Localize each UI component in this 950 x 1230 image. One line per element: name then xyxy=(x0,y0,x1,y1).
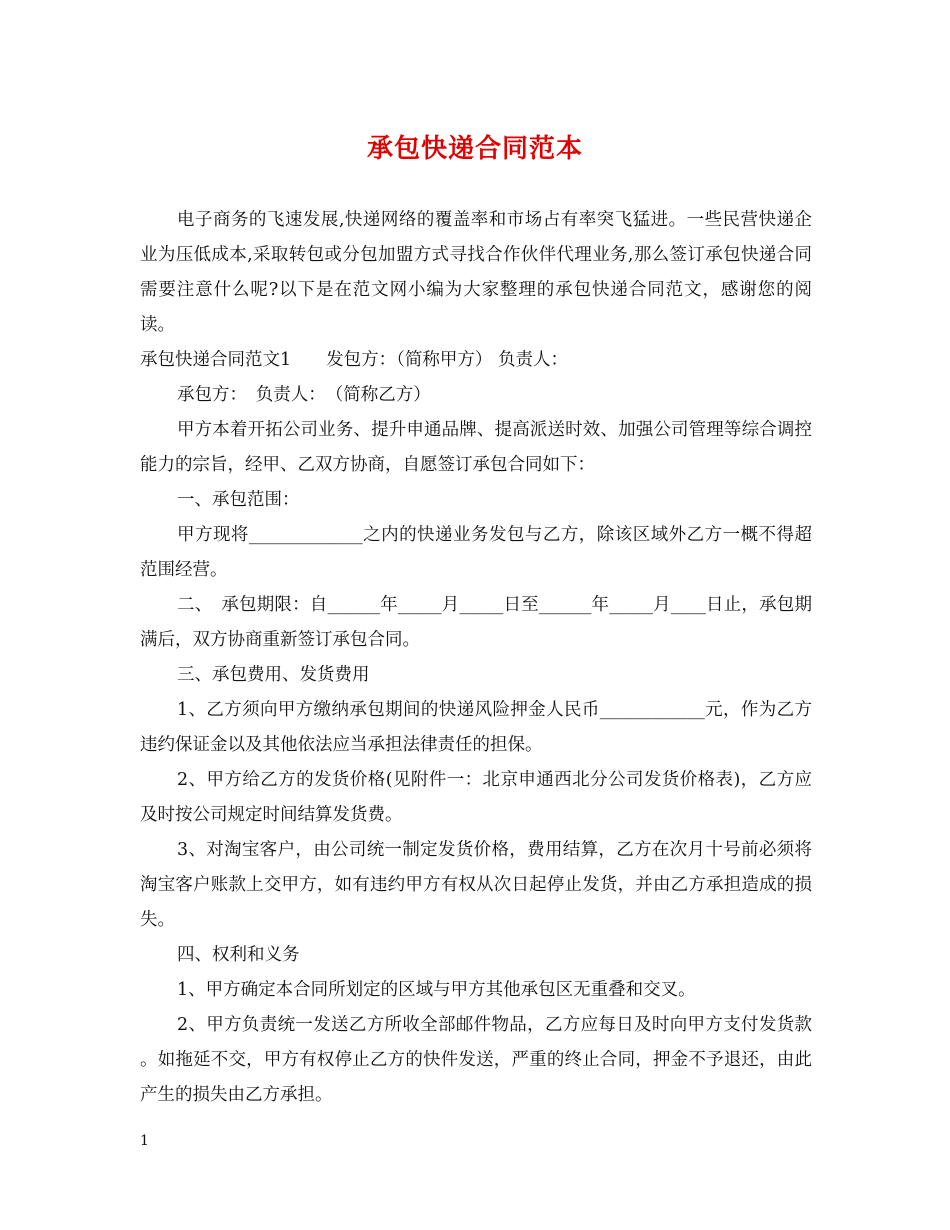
contract-heading-line: 承包快递合同范文1 发包方：（简称甲方） 负责人： xyxy=(140,350,568,370)
document-title: 承包快递合同范本 xyxy=(366,134,583,164)
section-4-title: 四、权利和义务 xyxy=(177,945,300,965)
section-1-title: 一、承包范围： xyxy=(177,490,300,510)
purpose-paragraph: 甲方本着开拓公司业务、提升申通品牌、提高派送时效、加强公司管理等综合调控能力的宗旨，经甲、乙双方协商，自愿签订承包合同如下： xyxy=(140,420,812,475)
document-body xyxy=(140,203,812,1113)
section-4-item-2: 2、甲方负责统一发送乙方所收全部邮件物品，乙方应每日及时向甲方支付发货款 。如拖延不交，甲方有权停止乙方的快件发送，严重的终止合同，押金不予退还，由此产生的损失由乙方承担。 xyxy=(140,1015,812,1105)
section-4-item-1: 1、甲方确定本合同所划定的区域与甲方其他承包区无重叠和交叉。 xyxy=(177,980,696,1000)
intro-paragraph: 电子商务的飞速发展,快递网络的覆盖率和市场占有率突飞猛进。一些民营快递企业为压低成本,采取转包或分包加盟方式寻找合作伙伴代理业务,那么签订承包快递合同需要注意什么呢?以下是在范文网小编为大家整理的承包快递合同范文，感谢您的阅读。 xyxy=(140,210,812,335)
section-2-body: 二、 承包期限：自______年_____月_____日至______年_____月____日止，承包期满后，双方协商重新签订承包合同。 xyxy=(140,595,812,650)
section-3-item-2: 2、甲方给乙方的发货价格(见附件一：北京申通西北分公司发货价格表)，乙方应及时按公司规定时间结算发货费。 xyxy=(140,770,812,825)
section-3-item-1: 1、乙方须向甲方缴纳承包期间的快递风险押金人民币____________元，作为乙方违约保证金以及其他依法应当承担法律责任的担保。 xyxy=(140,700,812,755)
page-number: 1 xyxy=(140,1133,149,1149)
contractor-line: 承包方： 负责人： （简称乙方） xyxy=(177,385,431,405)
section-3-item-3: 3、对淘宝客户，由公司统一制定发货价格，费用结算，乙方在次月十号前必须将淘宝客户账款上交甲方，如有违约甲方有权从次日起停止发货，并由乙方承担造成的损失。 xyxy=(140,840,812,930)
section-1-body: 甲方现将_____________之内的快递业务发包与乙方，除该区域外乙方一概不得超范围经营。 xyxy=(140,525,812,580)
section-3-title: 三、承包费用、发货费用 xyxy=(177,665,370,685)
